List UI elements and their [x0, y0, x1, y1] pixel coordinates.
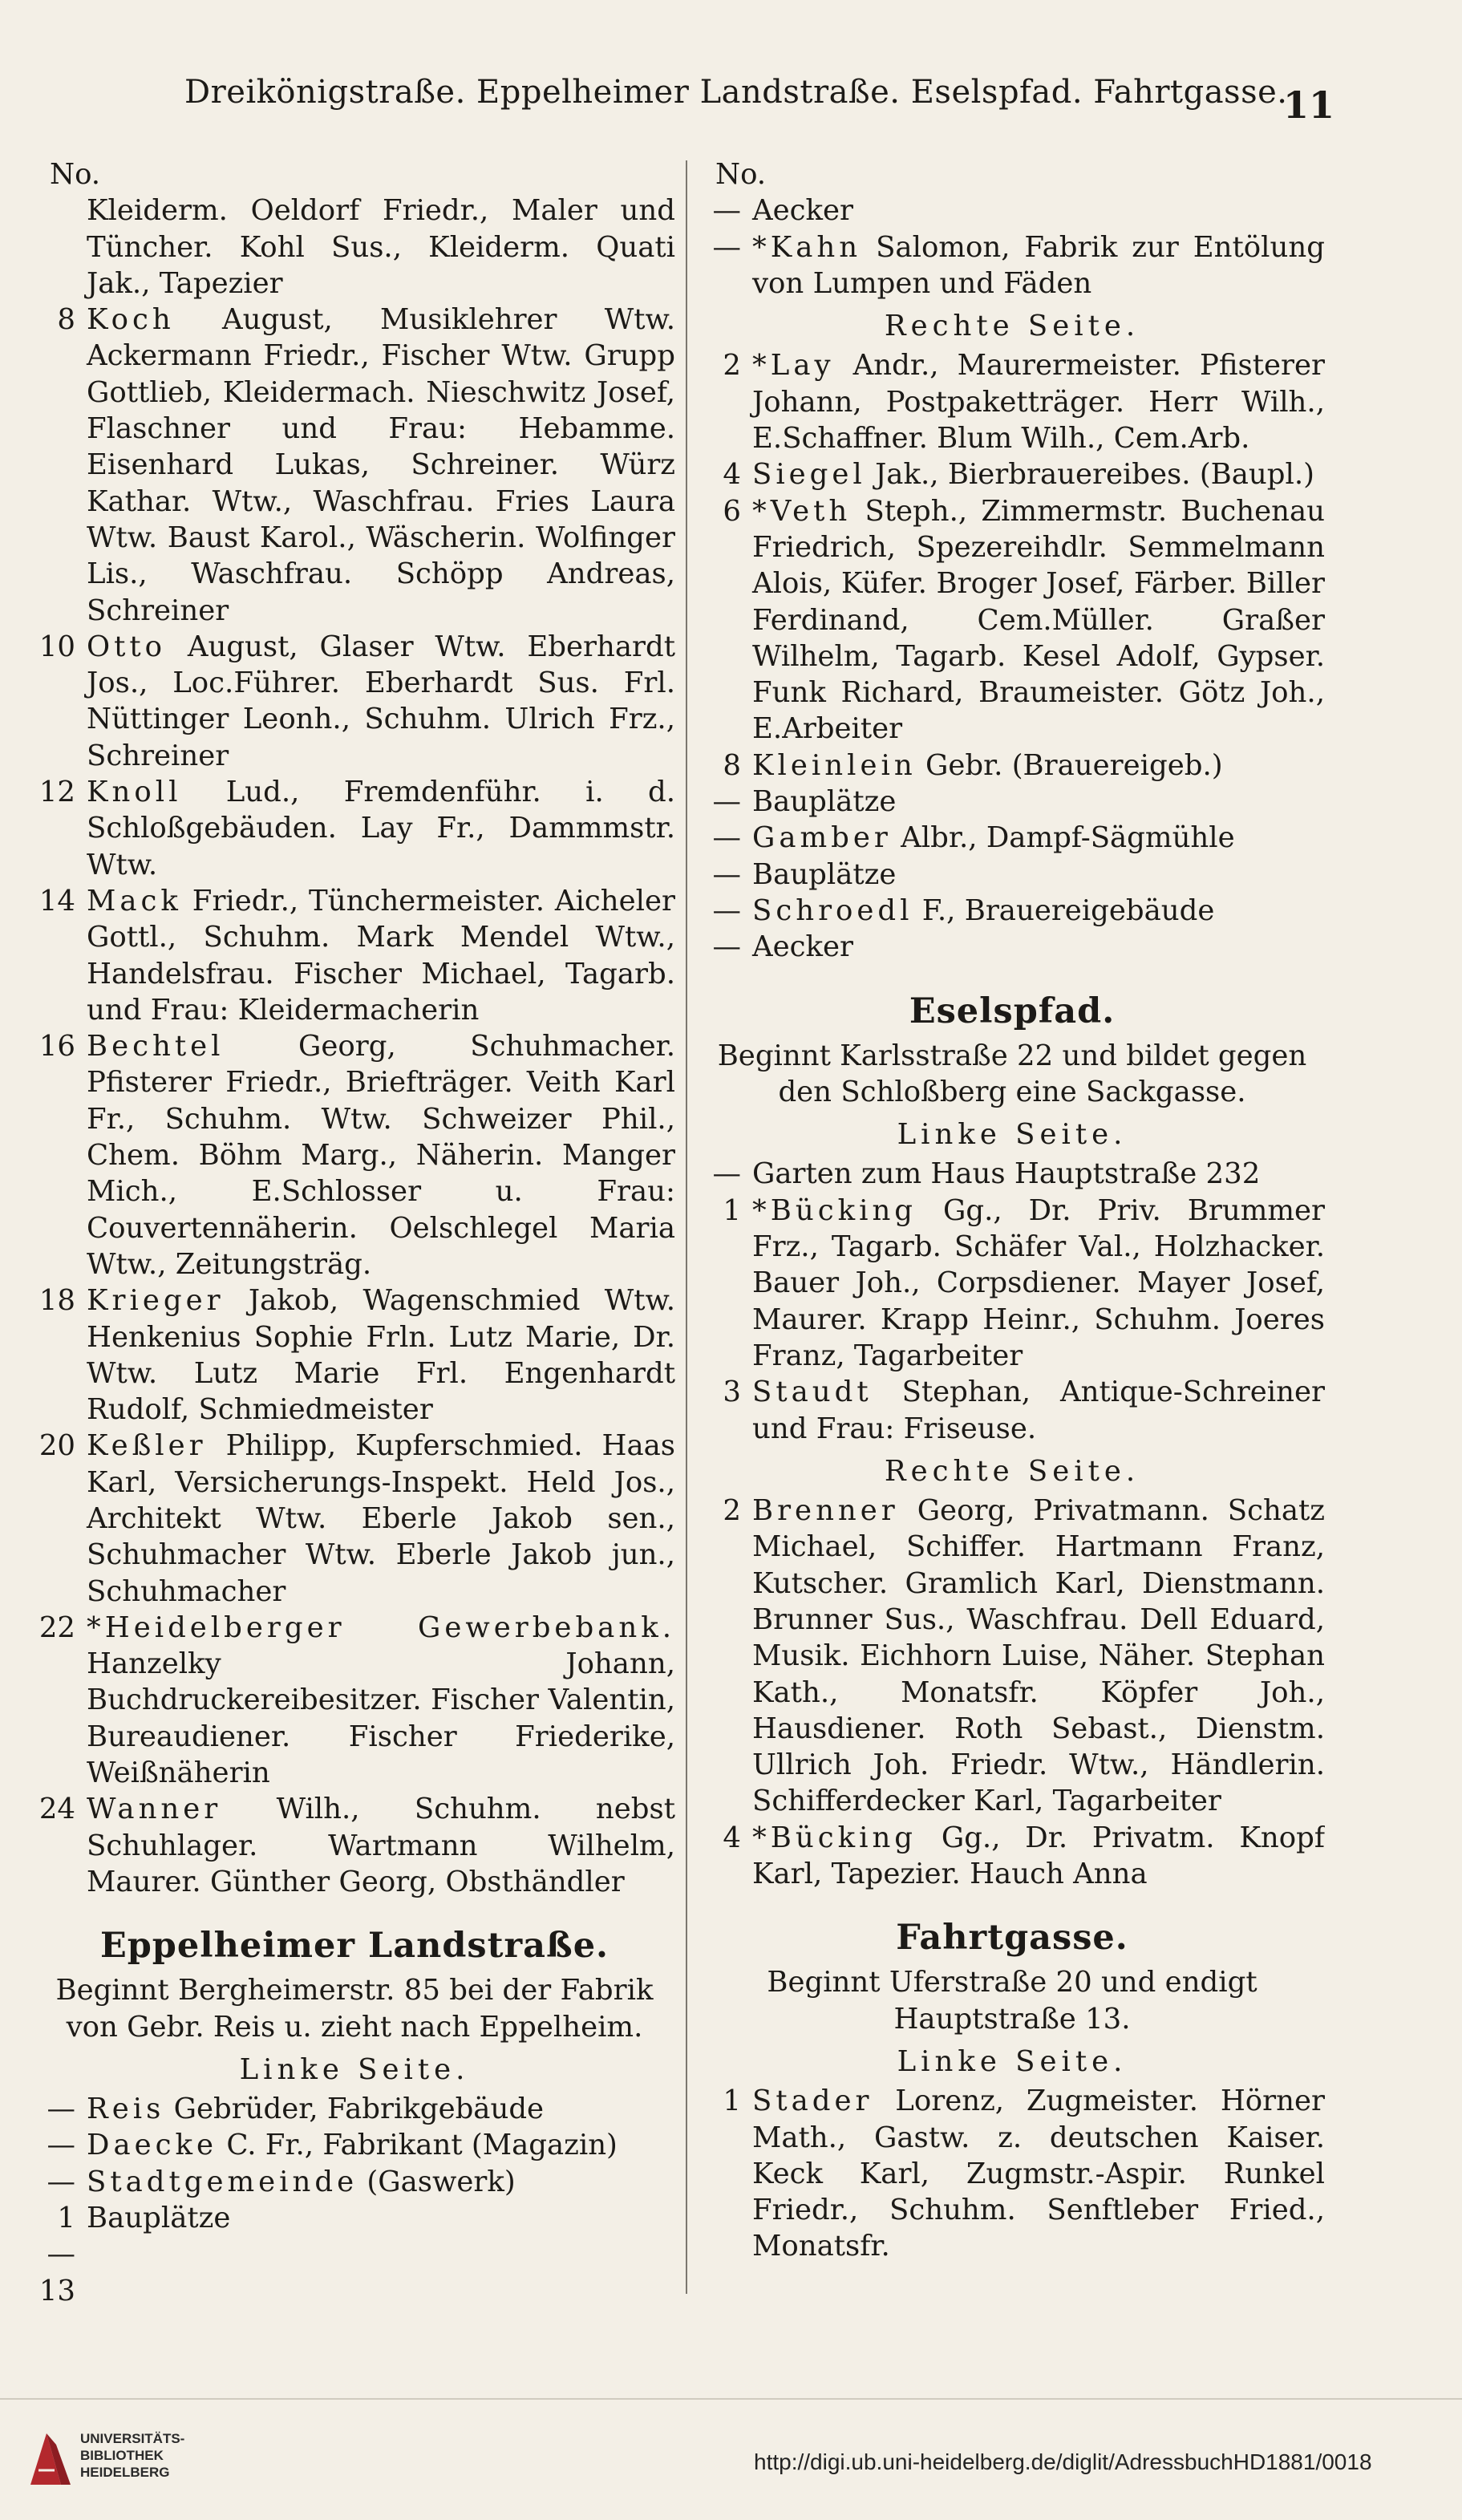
house-number: 1	[723, 1193, 741, 1227]
owner-name: Siegel	[752, 458, 866, 492]
entry-text	[87, 2091, 675, 2127]
owner-name: *Bücking	[752, 1193, 917, 1227]
house-number: —	[712, 821, 741, 855]
residents-text: Stephan, Antique-Schreiner und Frau: Friseuse.	[752, 1375, 1325, 1445]
directory-entry	[699, 192, 1325, 229]
owner-name: Mack	[87, 884, 182, 918]
owner-name: Schroedl	[752, 893, 913, 927]
section-intro: Beginnt Bergheimerstr. 85 bei der Fabrik von Gebr. Reis u. zieht nach Eppelheim.	[55, 1974, 654, 2044]
directory-entry	[699, 1820, 1325, 1893]
library-logo-text: UNIVERSITÄTS- BIBLIOTHEK HEIDELBERG	[80, 2431, 185, 2480]
residents-text: Friedr., Tünchermeister. Aicheler Gottl., Schuhm. Mark Mendel Wtw., Handelsfrau. Fischer Michael, Tagarb. und Frau: Kleidermacherin	[87, 884, 675, 1027]
dreikoenigstrasse-entries	[34, 192, 675, 1900]
residents-text: Bauplätze	[87, 2202, 231, 2235]
directory-entry	[699, 1156, 1325, 1192]
directory-entry	[699, 1193, 1325, 1374]
owner-name: *Lay	[752, 349, 835, 383]
residents-text: Lud., Fremdenführ. i. d. Schloßgebäuden. Lay Fr., Dammmstr. Wtw.	[87, 776, 675, 881]
residents-text: Jak., Bierbrauereibes. (Baupl.)	[865, 458, 1315, 492]
entry-text	[87, 1282, 675, 1428]
entry-text	[752, 1156, 1325, 1192]
house-number: 1	[723, 2084, 741, 2118]
house-number: —	[47, 2129, 75, 2162]
entry-text	[752, 1493, 1325, 1820]
entry-text	[87, 1610, 675, 1791]
directory-entry	[699, 493, 1325, 747]
entry-text	[87, 2164, 675, 2200]
house-number: —	[47, 2093, 75, 2126]
eppelheimer-right-side-entries	[699, 347, 1325, 965]
directory-entry	[699, 456, 1325, 492]
house-number: 4	[723, 1821, 741, 1854]
directory-entry	[699, 1374, 1325, 1447]
owner-name: Staudt	[752, 1375, 873, 1409]
side-heading-left: Linke Seite.	[239, 2052, 470, 2086]
directory-entry	[34, 2200, 675, 2306]
directory-entry	[699, 1493, 1325, 1820]
fahrtgasse-left-entries	[699, 2083, 1325, 2264]
directory-entry	[699, 857, 1325, 893]
owner-name: *Bücking	[752, 1821, 917, 1854]
residents-text: August, Musiklehrer Wtw. Ackermann Friedr., Fischer Wtw. Grupp Gottlieb, Kleidermach. Nieschwitz Josef, Flaschner und Frau: Hebamme. Eisenhard Lukas, Schreiner. Würz Kathar. Wtw., Waschfrau. Fries Laura Wtw. Baust Karol., Wäscherin. Wolfinger Lis., Waschfrau. Schöpp Andreas, Schreiner	[87, 303, 675, 627]
house-number: 20	[38, 1429, 75, 1463]
entry-text	[752, 1374, 1325, 1447]
owner-name: Brenner	[752, 1494, 899, 1528]
directory-entry	[34, 774, 675, 883]
residents-text: F., Brauereigebäude	[913, 893, 1215, 927]
owner-name: Keßler	[87, 1429, 207, 1463]
owner-name: Krieger	[87, 1284, 225, 1318]
residents-text: Lorenz, Zugmeister. Hörner Math., Gastw. z. deutschen Kaiser. Keck Karl, Zugmstr.-Aspir. Runkel Friedr., Schuhm. Senftleber Fried., Monatsfr.	[752, 2084, 1325, 2263]
entry-text	[87, 192, 675, 302]
source-url[interactable]: http://digi.ub.uni-heidelberg.de/diglit/AdressbuchHD1881/0018	[754, 2449, 1372, 2474]
column-divider	[686, 160, 687, 2294]
side-heading-left: Linke Seite.	[897, 1118, 1128, 1152]
entry-text	[752, 493, 1325, 747]
directory-entry	[699, 347, 1325, 456]
entry-text	[752, 456, 1325, 492]
residents-text: Hanzelky Johann, Buchdruckereibesitzer. Fischer Valentin, Bureaudiener. Fischer Friederike, Weißnäherin	[87, 1647, 675, 1790]
house-number: 3	[723, 1375, 741, 1409]
right-column	[699, 156, 1325, 2306]
section-intro: Beginnt Uferstraße 20 und endigt Hauptstraße 13.	[767, 1966, 1257, 2036]
residents-text: Andr., Maurermeister. Pfisterer Johann, Postpaketträger. Herr Wilh., E.Schaffner. Blum Wilh., Cem.Arb.	[752, 349, 1325, 456]
entry-text	[87, 883, 675, 1028]
residents-text: Aecker	[752, 194, 854, 228]
residents-text: C. Fr., Fabrikant (Magazin)	[217, 2129, 618, 2162]
directory-entry	[34, 629, 675, 774]
entry-text	[87, 2200, 675, 2236]
number-column-label: No.	[50, 158, 101, 191]
house-number: 14	[38, 884, 75, 918]
directory-entry	[699, 929, 1325, 965]
eppelheimer-continued-entries	[699, 192, 1325, 302]
entry-text	[752, 747, 1325, 784]
house-number: 8	[57, 303, 75, 337]
owner-name: Wanner	[87, 1793, 222, 1826]
house-number: —	[712, 893, 741, 927]
house-number: 22	[38, 1610, 75, 1644]
owner-name: Daecke	[87, 2129, 218, 2162]
entry-text	[752, 820, 1325, 856]
residents-text: Bauplätze	[752, 857, 897, 891]
entry-text	[752, 1193, 1325, 1374]
residents-text: Garten zum Haus Hauptstraße 232	[752, 1157, 1261, 1191]
house-number: 16	[38, 1030, 75, 1064]
section-title-fahrtgasse: Fahrtgasse.	[896, 1918, 1128, 1959]
residents-text: Gebrüder, Fabrikgebäude	[164, 2093, 545, 2126]
residents-text: Aecker	[752, 930, 854, 964]
section-title-eppelheimer-landstrasse: Eppelheimer Landstraße.	[99, 1926, 610, 1967]
residents-text: Steph., Zimmermstr. Buchenau Friedrich, Spezereihdlr. Semmelmann Alois, Küfer. Broger Josef, Färber. Biller Ferdinand, Cem.Müller. Graßer Wilhelm, Tagarb. Kesel Adolf, Gypser. Funk Richard, Braumeister. Götz Joh., E.Arbeiter	[752, 494, 1325, 746]
residents-text: Georg, Schuhmacher. Pfisterer Friedr., Briefträger. Veith Karl Fr., Schuhm. Wtw. Schweizer Phil., Chem. Böhm Marg., Näherin. Manger Mich., E.Schlosser u. Frau: Couvertennäherin. Oelschlegel Maria Wtw., Zeitungsträg.	[87, 1030, 675, 1281]
house-number: —	[712, 194, 741, 228]
footer-rule	[0, 2398, 1462, 2400]
directory-entry	[34, 2091, 675, 2127]
entry-text	[752, 857, 1325, 893]
house-number: —	[712, 857, 741, 891]
entry-text	[752, 784, 1325, 820]
residents-text: Salomon, Fabrik zur Entölung von Lumpen und Fäden	[752, 230, 1325, 300]
number-column-label: No.	[715, 158, 767, 191]
residents-text: Wilh., Schuhm. nebst Schuhlager. Wartmann Wilhelm, Maurer. Günther Georg, Obsthändler	[87, 1793, 675, 1898]
house-number: 6	[723, 494, 741, 528]
house-number: 2	[723, 349, 741, 383]
house-number: —	[712, 785, 741, 819]
residents-text: Gebr. (Brauereigeb.)	[916, 748, 1223, 782]
entry-text	[87, 302, 675, 629]
house-number: —	[47, 2165, 75, 2198]
owner-name: Gamber	[752, 821, 892, 855]
entry-text	[752, 893, 1325, 929]
owner-name: Koch	[87, 303, 175, 337]
running-header: Dreikönigstraße. Eppelheimer Landstraße. Eselspfad. Fahrtgasse.	[184, 74, 1288, 111]
residents-text: Gg., Dr. Priv. Brummer Frz., Tagarb. Schäfer Val., Holzhacker. Bauer Joh., Corpsdiener. Mayer Josef, Maurer. Krapp Heinr., Schuhm. Joeres Franz, Tagarbeiter	[752, 1193, 1325, 1372]
house-number: —	[712, 230, 741, 264]
directory-entry	[699, 229, 1325, 302]
directory-entry	[34, 1791, 675, 1900]
entry-text	[752, 2083, 1325, 2264]
side-heading-right: Rechte Seite.	[884, 1454, 1140, 1488]
eselspfad-right-entries	[699, 1493, 1325, 1892]
residents-text: Albr., Dampf-Sägmühle	[891, 821, 1235, 855]
entry-text	[752, 192, 1325, 229]
residents-text: Gg., Dr. Privatm. Knopf Karl, Tapezier. Hauch Anna	[752, 1821, 1325, 1891]
house-number: 4	[723, 458, 741, 492]
directory-entry	[699, 893, 1325, 929]
house-number: 8	[723, 748, 741, 782]
entry-text	[87, 629, 675, 774]
owner-name: Stadtgemeinde	[87, 2165, 358, 2198]
entry-text	[87, 1428, 675, 1609]
owner-name: Bechtel	[87, 1030, 225, 1064]
house-number: 1—13	[38, 2202, 75, 2306]
page-number: 11	[1283, 83, 1335, 127]
directory-entry	[34, 1282, 675, 1428]
eselspfad-left-entries	[699, 1156, 1325, 1446]
owner-name: Kleinlein	[752, 748, 917, 782]
directory-entry	[34, 1028, 675, 1282]
residents-text: Philipp, Kupferschmied. Haas Karl, Versicherungs-Inspekt. Held Jos., Architekt Wtw. Eberle Jakob sen., Schuhmacher Wtw. Eberle Jakob jun., Schuhmacher	[87, 1429, 675, 1608]
owner-name: *Heidelberger Gewerbebank.	[87, 1610, 675, 1644]
directory-entry	[699, 820, 1325, 856]
section-title-eselspfad: Eselspfad.	[909, 991, 1116, 1031]
directory-entry	[34, 1428, 675, 1609]
entry-text	[752, 229, 1325, 302]
house-number: 12	[38, 776, 75, 809]
owner-name: Reis	[87, 2093, 165, 2126]
directory-entry	[34, 1610, 675, 1791]
owner-name: Knoll	[87, 776, 182, 809]
side-heading-left: Linke Seite.	[897, 2044, 1128, 2078]
owner-name: *Veth	[752, 494, 852, 528]
residents-text: August, Glaser Wtw. Eberhardt Jos., Loc.Führer. Eberhardt Sus. Frl. Nüttinger Leonh., Schuhm. Ulrich Frz., Schreiner	[87, 630, 675, 772]
side-heading-right: Rechte Seite.	[884, 310, 1140, 343]
eppelheimer-entries	[34, 2091, 675, 2306]
house-number: 24	[38, 1793, 75, 1826]
section-intro: Beginnt Karlsstraße 22 und bildet gegen den Schloßberg eine Sackgasse.	[717, 1039, 1307, 1108]
entry-text	[752, 929, 1325, 965]
entry-text	[752, 347, 1325, 456]
owner-name: Stader	[752, 2084, 873, 2118]
directory-entry	[699, 784, 1325, 820]
house-number: —	[712, 1157, 741, 1191]
directory-entry	[699, 747, 1325, 784]
owner-name: *Kahn	[752, 230, 862, 264]
house-number: —	[712, 930, 741, 964]
directory-entry	[34, 883, 675, 1028]
directory-entry	[34, 2164, 675, 2200]
house-number: 10	[38, 630, 75, 663]
directory-entry	[34, 2127, 675, 2163]
house-number: 2	[723, 1494, 741, 1528]
residents-text: Bauplätze	[752, 785, 897, 819]
owner-name: Otto	[87, 630, 167, 663]
house-number: 18	[38, 1284, 75, 1318]
directory-entry	[34, 192, 675, 302]
residents-text: Georg, Privatmann. Schatz Michael, Schiffer. Hartmann Franz, Kutscher. Gramlich Karl, Dienstmann. Brunner Sus., Waschfrau. Dell Eduard, Musik. Eichhorn Luise, Näher. Stephan Kath., Monatsfr. Köpfer Joh., Hausdiener. Roth Sebast., Dienstm. Ullrich Joh. Friedr. Wtw., Händlerin. Schifferdecker Karl, Tagarbeiter	[752, 1494, 1325, 1818]
residents-text: Kleiderm. Oeldorf Friedr., Maler und Tüncher. Kohl Sus., Kleiderm. Quati Jak., Tapezier	[87, 194, 675, 300]
entry-text	[752, 1820, 1325, 1893]
entry-text	[87, 2127, 675, 2163]
entry-text	[87, 774, 675, 883]
residents-text: Jakob, Wagenschmied Wtw. Henkenius Sophie Frln. Lutz Marie, Dr. Wtw. Lutz Marie Frl. Engenhardt Rudolf, Schmiedmeister	[87, 1284, 675, 1427]
directory-entry	[34, 302, 675, 629]
left-column	[34, 156, 675, 2306]
entry-text	[87, 1028, 675, 1282]
entry-text	[87, 1791, 675, 1900]
residents-text: (Gaswerk)	[358, 2165, 516, 2198]
directory-entry	[699, 2083, 1325, 2264]
